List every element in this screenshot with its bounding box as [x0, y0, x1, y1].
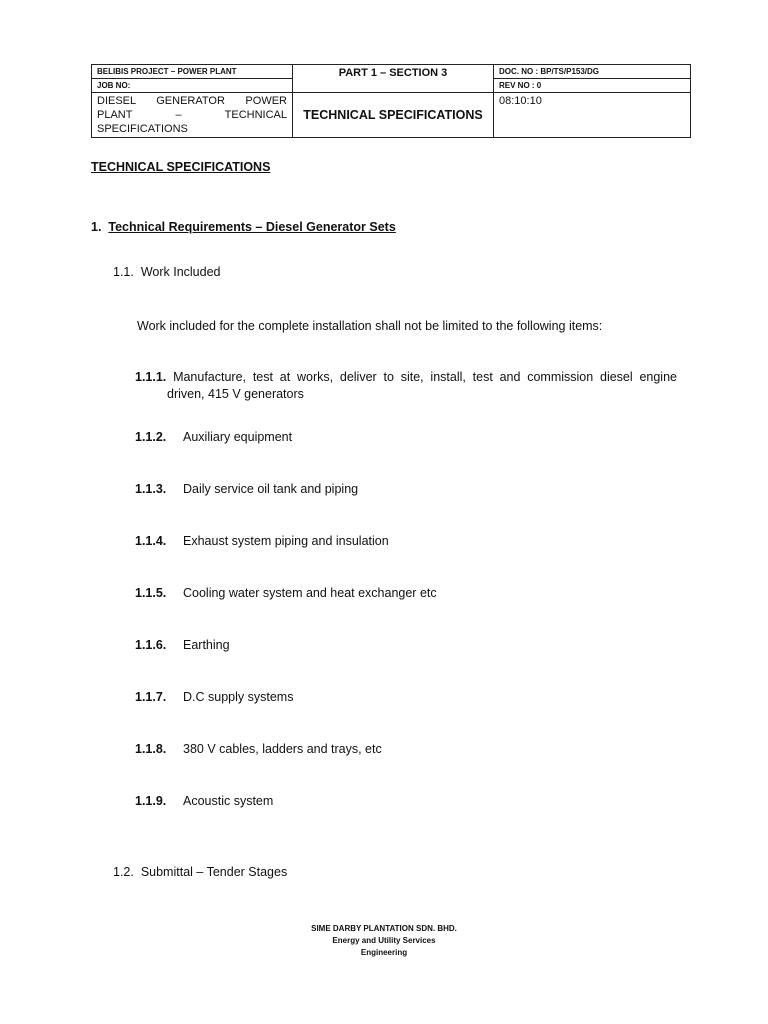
list-item-word: engine — [639, 370, 677, 384]
section-1-heading — [91, 219, 396, 236]
list-item-word: install, — [430, 370, 466, 384]
list-item-1-1-2 — [135, 429, 292, 446]
subsection-1-1-number: 1.1. — [113, 265, 134, 279]
list-item-1-1-5 — [135, 585, 437, 602]
list-item-text: Auxiliary equipment — [183, 430, 293, 444]
job-number: JOB NO: — [92, 79, 293, 93]
revision-number: REV NO : 0 — [494, 79, 691, 93]
list-item-word: at — [279, 370, 291, 384]
list-item-text: Daily service oil tank and piping — [183, 482, 359, 496]
list-item-text: Earthing — [183, 638, 230, 652]
section-1-number: 1. — [91, 220, 102, 234]
list-item-text: Acoustic system — [183, 794, 274, 808]
document-title: TECHNICAL SPECIFICATIONS — [293, 93, 494, 138]
header-table — [91, 64, 691, 138]
list-item-number: 1.1.7. — [135, 690, 167, 704]
footer-company: SIME DARBY PLANTATION SDN. BHD. — [311, 924, 457, 933]
list-item-word: test — [472, 370, 493, 384]
list-item-1-1-9 — [135, 793, 273, 810]
list-item-1-1-1 — [135, 369, 677, 403]
section-1-title: Technical Requirements – Diesel Generator Sets — [108, 220, 396, 234]
document-code: 08:10:10 — [494, 93, 691, 138]
list-item-word: diesel — [600, 370, 633, 384]
subsection-1-2-heading — [113, 864, 287, 881]
subsection-1-2-title: Submittal – Tender Stages — [140, 865, 288, 879]
intro-paragraph: Work included for the complete installation shall not be limited to the following items: — [137, 319, 603, 333]
list-item-1-1-6 — [135, 637, 230, 654]
list-item-1-1-8 — [135, 741, 382, 758]
subsection-1-1-heading — [113, 264, 220, 281]
list-item-number: 1.1.6. — [135, 638, 167, 652]
list-item-number: 1.1.1. — [135, 370, 167, 384]
list-item-number: 1.1.9. — [135, 794, 167, 808]
list-item-text: Exhaust system piping and insulation — [183, 534, 389, 548]
list-item-number: 1.1.5. — [135, 586, 167, 600]
list-item-text: 380 V cables, ladders and trays, etc — [183, 742, 382, 756]
footer-division: Engineering — [360, 948, 408, 957]
document-description: DIESEL GENERATOR POWER PLANT – TECHNICAL SPECIFICATIONS — [92, 93, 293, 138]
doc-number: DOC. NO : BP/TS/P153/DG — [494, 65, 691, 79]
list-item-1-1-4 — [135, 533, 389, 550]
part-section: PART 1 – SECTION 3 — [293, 65, 494, 93]
list-item-word: to — [383, 370, 394, 384]
project-name: BELIBIS PROJECT – POWER PLANT — [92, 65, 293, 79]
page-heading: TECHNICAL SPECIFICATIONS — [91, 160, 271, 174]
list-item-word: Manufacture, — [173, 370, 247, 384]
list-item-word: site, — [400, 370, 424, 384]
footer-department: Energy and Utility Services — [332, 936, 436, 945]
list-item-word: works, — [296, 370, 334, 384]
subsection-1-2-number: 1.2. — [113, 865, 134, 879]
list-item-word: commission — [527, 370, 594, 384]
list-item-number: 1.1.4. — [135, 534, 167, 548]
list-item-word: deliver — [339, 370, 377, 384]
page-footer — [234, 923, 534, 959]
list-item-number: 1.1.8. — [135, 742, 167, 756]
list-item-text: Cooling water system and heat exchanger etc — [183, 586, 437, 600]
list-item-number: 1.1.3. — [135, 482, 167, 496]
list-item-continuation: driven, 415 V generators — [167, 387, 304, 401]
list-item-1-1-3 — [135, 481, 358, 498]
list-item-word: test — [252, 370, 273, 384]
list-item-text: D.C supply systems — [183, 690, 294, 704]
subsection-1-1-title: Work Included — [140, 265, 221, 279]
list-item-1-1-7 — [135, 689, 293, 706]
list-item-number: 1.1.2. — [135, 430, 167, 444]
list-item-word: and — [499, 370, 521, 384]
